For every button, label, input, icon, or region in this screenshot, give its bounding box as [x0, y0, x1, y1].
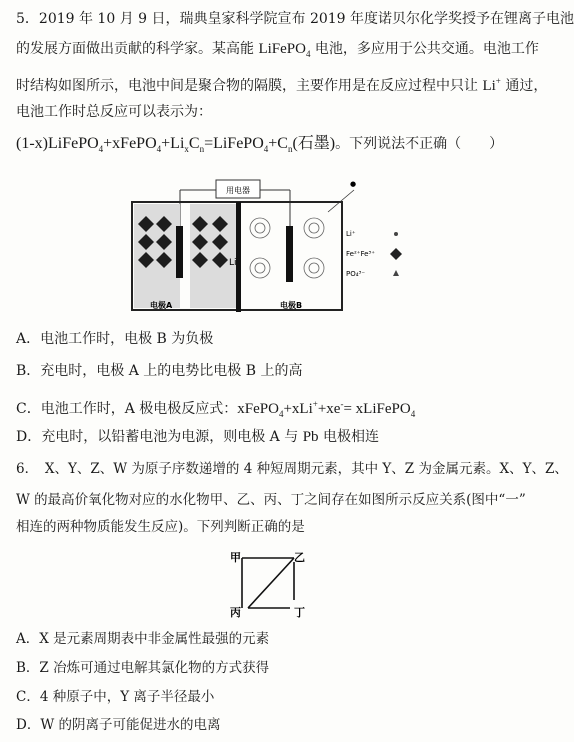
q6-option-a[interactable]: A．X 是元素周期表中非金属性最强的元素	[16, 631, 270, 647]
li-ion: Li+	[482, 76, 501, 94]
q5-option-a[interactable]: A．电池工作时，电极 B 为负极	[16, 331, 214, 347]
q6-line-3: 相连的两种物质能发生反应)。下列判断正确的是	[16, 519, 305, 535]
electrode-b-label: 电极B	[280, 301, 303, 310]
electrode-b-plate	[286, 226, 293, 282]
q5-option-b[interactable]: B．充电时，电极 A 上的电势比电极 B 上的高	[16, 363, 303, 379]
q5-equation: $(1-x)LiFePO_4+xFePO_4+Li_xC_n=LiFePO_4+C_n$(石墨)。下列说法不正确（ ）	[16, 135, 504, 155]
q6-option-d[interactable]: D．W 的阴离子可能促进水的电离	[16, 717, 221, 733]
q6-line-1: 6． X、Y、Z、W 为原子序数递增的 4 种短周期元素，其中 Y、Z 为金属元素。X、Y、Z、	[16, 461, 568, 477]
q6-option-b[interactable]: B．Z 冶炼可通过电解其氯化物的方式获得	[16, 660, 270, 676]
separator-membrane	[236, 202, 241, 312]
q5-line-4: 电池工作时总反应可以表示为：	[16, 104, 212, 120]
q6-option-c[interactable]: C．4 种原子中，Y 离子半径最小	[16, 689, 215, 705]
load-label: 用电器	[226, 186, 250, 195]
reaction-diagram	[228, 546, 312, 618]
node-bing: 丙	[230, 606, 241, 619]
q5-line-3: 时结构如图所示，电池中间是聚合物的隔膜，主要作用是在反应过程中只让 Li+ 通过，	[16, 76, 548, 94]
node-jia: 甲	[230, 551, 241, 564]
lifepo4-formula: LiFePO$_4$	[258, 41, 311, 59]
battery-diagram	[128, 168, 418, 316]
svg-text:Li: Li	[229, 258, 237, 268]
q5-option-c[interactable]: C．电池工作时，A 极电极反应式：xFePO$_4$+xLi++xe-= xLiFePO$_4$	[16, 399, 416, 419]
node-ding: 丁	[294, 606, 305, 619]
q5-line-2: 的发展方面做出贡献的科学家。某高能 LiFePO$_4$ 电池，多应用于公共交通。电池工作	[16, 41, 539, 59]
electrode-a-label: 电极A	[150, 301, 173, 310]
legend-fe: Fe²⁺Fe³⁺	[346, 250, 375, 258]
q5-option-d[interactable]: D．充电时，以铅蓄电池为电源，则电极 A 与 Pb 电极相连	[16, 429, 379, 445]
q6-line-2: W 的最高价氧化物对应的水化物甲、乙、丙、丁之间存在如图所示反应关系(图中“一”	[16, 492, 526, 508]
q5-line-1: 5．2019 年 10 月 9 日，瑞典皇家科学院宣布 2019 年度诺贝尔化学奖授予在锂离子电池	[16, 11, 574, 27]
node-yi: 乙	[294, 551, 305, 564]
legend-po4: PO₄³⁻	[346, 270, 366, 278]
electrode-a-plate	[176, 226, 183, 278]
legend-top-mark: ●	[350, 180, 357, 188]
legend-li: Li⁺	[346, 230, 356, 238]
